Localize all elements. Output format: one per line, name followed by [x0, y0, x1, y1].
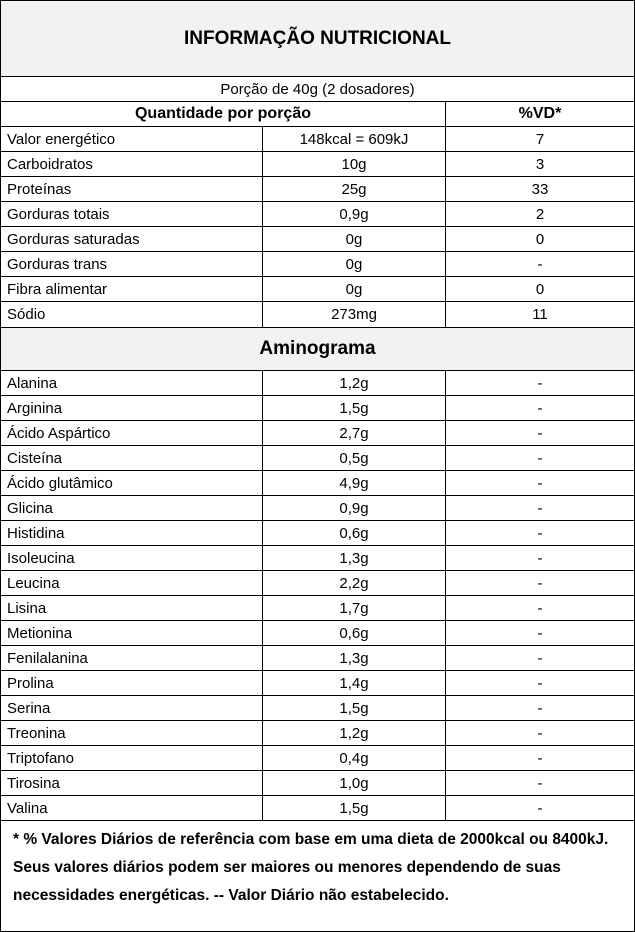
row-name: Valina — [1, 796, 263, 820]
row-vd: - — [537, 599, 543, 617]
amino-acid-row — [1, 521, 634, 546]
amino-acid-row — [1, 496, 634, 521]
row-amount: 1,2g — [263, 721, 446, 745]
label-title: INFORMAÇÃO NUTRICIONAL — [1, 1, 634, 77]
row-amount: 0,4g — [263, 746, 446, 770]
amino-acid-row — [1, 646, 634, 671]
nutrient-row — [1, 152, 634, 177]
row-vd: - — [537, 499, 543, 517]
row-amount: 0g — [263, 252, 446, 276]
row-name: Fenilalanina — [1, 646, 263, 670]
row-amount: 1,3g — [263, 546, 446, 570]
row-name: Sódio — [1, 302, 263, 327]
row-vd: 33 — [531, 180, 549, 198]
nutrients-table — [1, 127, 634, 327]
row-amount: 0g — [263, 227, 446, 251]
amino-acid-row — [1, 721, 634, 746]
row-name: Gorduras saturadas — [1, 227, 263, 251]
row-vd: - — [537, 424, 543, 442]
row-name: Valor energético — [1, 127, 263, 151]
row-vd: - — [537, 374, 543, 392]
row-vd: 0 — [535, 230, 545, 248]
row-vd: - — [537, 774, 543, 792]
row-vd: - — [537, 474, 543, 492]
row-amount: 0,6g — [263, 521, 446, 545]
row-amount: 1,5g — [263, 396, 446, 420]
row-vd: - — [537, 549, 543, 567]
row-name: Carboidratos — [1, 152, 263, 176]
nutrient-row — [1, 227, 634, 252]
row-amount: 2,2g — [263, 571, 446, 595]
row-vd: - — [537, 724, 543, 742]
row-amount: 0,9g — [263, 202, 446, 226]
amino-acid-row — [1, 421, 634, 446]
row-name: Tirosina — [1, 771, 263, 795]
row-name: Fibra alimentar — [1, 277, 263, 301]
nutrient-row — [1, 252, 634, 277]
amino-acid-row — [1, 396, 634, 421]
row-vd: - — [537, 749, 543, 767]
row-name: Serina — [1, 696, 263, 720]
row-name: Prolina — [1, 671, 263, 695]
row-amount: 1,5g — [263, 796, 446, 820]
row-vd: - — [537, 399, 543, 417]
row-name: Lisina — [1, 596, 263, 620]
amino-acid-row — [1, 671, 634, 696]
nutrient-row — [1, 202, 634, 227]
row-vd: 3 — [535, 155, 545, 173]
row-amount: 1,7g — [263, 596, 446, 620]
row-name: Triptofano — [1, 746, 263, 770]
amino-acid-row — [1, 471, 634, 496]
row-amount: 148kcal = 609kJ — [263, 127, 446, 151]
table-header — [1, 102, 634, 127]
row-name: Ácido glutâmico — [1, 471, 263, 495]
row-name: Cisteína — [1, 446, 263, 470]
footnote: * % Valores Diários de referência com base em uma dieta de 2000kcal ou 8400kJ. Seus valores diários podem ser maiores ou menores dependendo de suas necessidades energéticas. -- Valor Diário não estabelecido. — [13, 831, 609, 904]
row-vd: - — [537, 624, 543, 642]
row-amount: 25g — [263, 177, 446, 201]
amino-acid-row — [1, 796, 634, 821]
row-name: Treonina — [1, 721, 263, 745]
vd-header: %VD* — [518, 105, 562, 122]
amino-acid-row — [1, 621, 634, 646]
row-amount: 0,5g — [263, 446, 446, 470]
row-amount: 1,5g — [263, 696, 446, 720]
amino-acid-row — [1, 371, 634, 396]
row-vd: - — [537, 799, 543, 817]
row-amount: 1,4g — [263, 671, 446, 695]
row-amount: 1,3g — [263, 646, 446, 670]
row-vd: - — [537, 255, 543, 273]
aminogram-title: Aminograma — [1, 327, 634, 371]
amino-acid-row — [1, 446, 634, 471]
row-vd: 7 — [535, 130, 545, 148]
row-name: Gorduras totais — [1, 202, 263, 226]
row-vd: - — [537, 574, 543, 592]
row-vd: - — [537, 649, 543, 667]
row-vd: - — [537, 524, 543, 542]
row-vd: 11 — [532, 306, 548, 323]
row-name: Gorduras trans — [1, 252, 263, 276]
amino-acid-row — [1, 771, 634, 796]
amino-acid-row — [1, 546, 634, 571]
row-name: Arginina — [1, 396, 263, 420]
row-amount: 2,7g — [263, 421, 446, 445]
row-vd: 0 — [535, 280, 545, 298]
row-amount: 0g — [263, 277, 446, 301]
nutrient-row — [1, 127, 634, 152]
row-vd: - — [537, 699, 543, 717]
row-name: Leucina — [1, 571, 263, 595]
row-vd: 2 — [535, 205, 545, 223]
row-name: Histidina — [1, 521, 263, 545]
row-name: Glicina — [1, 496, 263, 520]
row-amount: 1,2g — [263, 371, 446, 395]
amino-acid-row — [1, 746, 634, 771]
quantity-header: Quantidade por porção — [1, 102, 446, 126]
amino-acid-row — [1, 696, 634, 721]
nutrient-row — [1, 177, 634, 202]
row-name: Ácido Aspártico — [1, 421, 263, 445]
aminogram-table — [1, 371, 634, 821]
nutrient-row — [1, 277, 634, 302]
row-name: Alanina — [1, 371, 263, 395]
amino-acid-row — [1, 571, 634, 596]
row-vd: - — [537, 449, 543, 467]
row-vd: - — [537, 674, 543, 692]
row-amount: 1,0g — [263, 771, 446, 795]
portion-size: Porção de 40g (2 dosadores) — [1, 77, 634, 102]
row-amount: 0,9g — [263, 496, 446, 520]
row-name: Metionina — [1, 621, 263, 645]
amino-acid-row — [1, 596, 634, 621]
row-amount: 0,6g — [263, 621, 446, 645]
row-amount: 273mg — [263, 302, 446, 327]
nutrient-row — [1, 302, 634, 327]
row-name: Proteínas — [1, 177, 263, 201]
row-name: Isoleucina — [1, 546, 263, 570]
row-amount: 4,9g — [263, 471, 446, 495]
row-amount: 10g — [263, 152, 446, 176]
